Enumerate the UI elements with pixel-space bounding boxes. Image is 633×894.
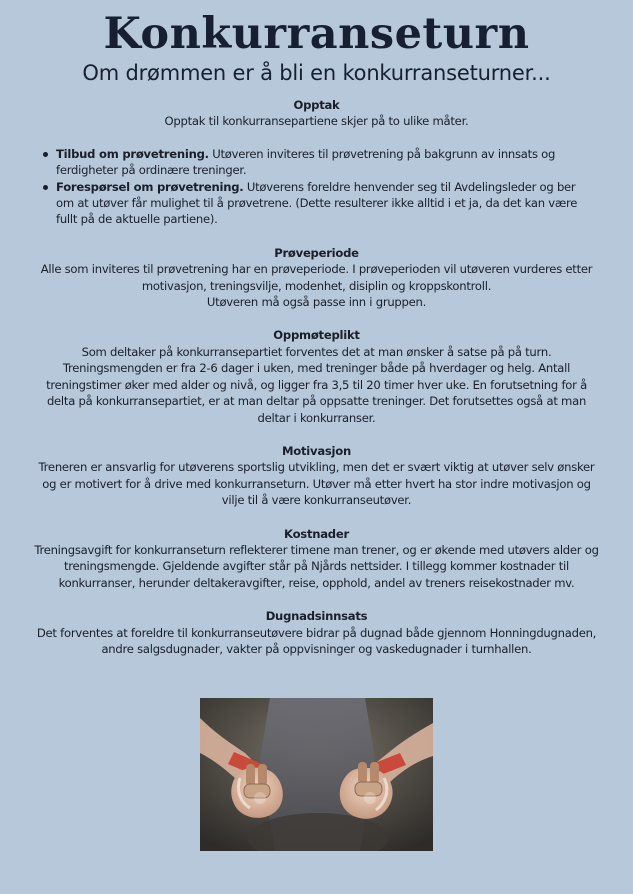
- section-body-kostnader: Treningsavgift for konkurranseturn reflekterer timene man trener, og er økende med utøvers alder og treningsmengde. Gjeldende avgifter står på Njårds nettsider. I tillegg kommer kostnader til konkurranser, herunder deltakeravgifter, reise, opphold, andel av treners reisekostnader mv.: [34, 542, 599, 590]
- section-kostnader: [34, 526, 599, 592]
- bullet-lead: Tilbud om prøvetrening.: [56, 146, 209, 161]
- bullet-icon: [43, 185, 48, 190]
- section-body-oppmoteplikt: Som deltaker på konkurransepartiet forventes det at man ønsker å satse på på turn. Treningsmengden er fra 2-6 dager i uken, med treninger både på hverdager og helg. Antall treningstimer øker med alder og nivå, og ligger fra 3,5 til 20 timer hver uke. En forutsetning for å delta på konkurransepartiet, er at man deltar på oppsatte treninger. Det forutsettes også at man deltar i konkurranser.: [46, 344, 587, 425]
- section-opptak: [34, 97, 599, 130]
- section-oppmoteplikt: [34, 327, 599, 425]
- section-body-dugnad: Det forventes at foreldre til konkurranseutøvere bidrar på dugnad både gjennom Honningdugnaden, andre salgsdugnader, vakter på oppvisninger og vaskedugnader i turnhallen.: [36, 625, 597, 656]
- section-heading-dugnad: Dugnadsinnsats: [265, 609, 368, 624]
- gymnast-hands-photo: [200, 698, 433, 851]
- opptak-bullet-list: [42, 146, 591, 228]
- section-motivasjon: [34, 443, 599, 509]
- section-heading-motivasjon: Motivasjon: [282, 443, 351, 458]
- section-intro-opptak: Opptak til konkurransepartiene skjer på to ulike måter.: [164, 114, 469, 129]
- section-body-proveperiode-2: Utøveren må også passe inn i gruppen.: [206, 295, 427, 310]
- bullet-lead: Forespørsel om prøvetrening.: [56, 179, 244, 194]
- bullet-icon: [43, 152, 48, 157]
- section-body-motivasjon: Treneren er ansvarlig for utøverens sportslig utvikling, men det er svært viktig at utøver selv ønsker og er motivert for å drive med konkurranseturn. Utøver må etter hvert ha stor indre motivasjon og vilje til å være konkurranseutøver.: [38, 460, 595, 508]
- page-subtitle: Om drømmen er å bli en konkurranseturner...: [82, 61, 551, 85]
- section-heading-kostnader: Kostnader: [284, 526, 349, 541]
- list-item: [42, 179, 591, 228]
- section-body-proveperiode: Alle som inviteres til prøvetrening har en prøveperiode. I prøveperioden vil utøveren vurderes etter motivasjon, treningsvilje, modenhet, disiplin og kroppskontroll.: [40, 262, 593, 293]
- section-heading-proveperiode: Prøveperiode: [274, 245, 359, 260]
- page-title: Konkurranseturn: [103, 9, 530, 59]
- section-heading-oppmoteplikt: Oppmøteplikt: [273, 328, 360, 343]
- bullet-text: Utøveren inviteres til prøvetrening på bakgrunn av innsats og ferdigheter på ordinære treninger.: [56, 146, 556, 178]
- section-proveperiode: [34, 245, 599, 311]
- section-heading-opptak: Opptak: [293, 98, 340, 112]
- list-item: [42, 146, 591, 179]
- section-dugnad: [34, 608, 599, 657]
- bullet-text: Utøverens foreldre henvender seg til Avdelingsleder og ber om at utøver får mulighet til å prøvetrene. (Dette resulterer ikke alltid i et ja, da det kan være fullt på de aktuelle partiene).: [56, 179, 578, 227]
